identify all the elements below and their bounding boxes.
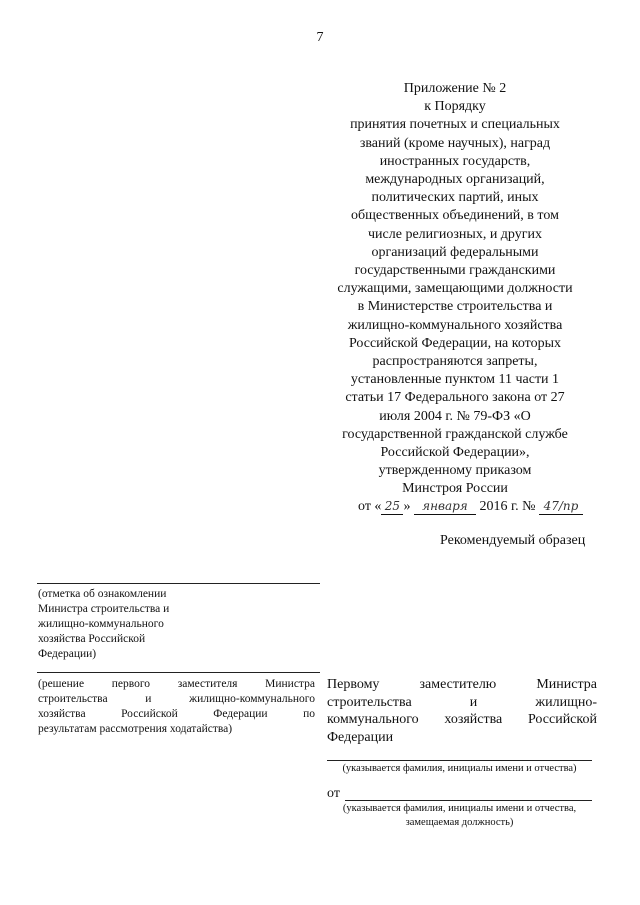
familiarization-note [38,587,169,662]
appendix-line: утвержденному приказом [378,463,532,479]
order-number-handwritten: 47/пр [539,498,583,515]
note-word: по [303,708,315,720]
addressee-word: и [469,694,478,710]
decision-note [38,677,315,737]
appendix-header [320,80,590,499]
addressee-name-line [327,760,592,761]
signature-line [37,583,320,584]
note-line: (отметка об ознакомлении [38,588,167,600]
note-line: хозяйства Российской [38,633,146,645]
order-month-handwritten: января [414,498,476,515]
signature-line [37,672,320,673]
addressee-word: строительства [327,694,412,710]
note-word: строительства [38,693,108,705]
appendix-line: июля 2004 г. № 79-ФЗ «О [379,408,531,424]
appendix-line: установленные пунктом 11 части 1 [350,372,560,388]
caption-line: замещаемая должность) [405,817,514,828]
appendix-line: служащими, замещающими должности [337,281,573,297]
order-mid: » [403,499,411,514]
note-word: и [145,693,152,705]
appendix-line: числе религиозных, и других [368,226,542,242]
appendix-line: Российской Федерации, на которых [348,335,562,351]
note-word: первого [111,678,151,690]
appendix-line: политических партий, иных [371,190,539,206]
note-word: Российской [121,708,178,720]
addressee-word: хозяйства [444,712,503,727]
note-word: (решение [38,678,85,690]
note-line: результатам рассмотрения ходатайства) [38,723,233,735]
appendix-line: Российской Федерации», [380,445,530,461]
appendix-line: Приложение № 2 [403,81,507,96]
addressee-word: Первому [327,677,380,692]
note-line: жилищно-коммунального [38,618,164,630]
addressee-line: Федерации [327,729,394,745]
note-word: Министра [265,678,315,690]
note-word: жилищно-коммунального [189,693,315,705]
appendix-line: статьи 17 Федерального закона от 27 [345,390,565,406]
appendix-line: иностранных государств, [379,153,531,169]
appendix-line: званий (кроме научных), наград [359,135,551,151]
addressee-caption: (указывается фамилия, инициалы имени и отчества) [342,763,577,774]
from-label: от [327,786,340,801]
sender-line [345,800,592,801]
note-line: Федерации) [38,648,97,660]
addressee-word: жилищно- [535,694,597,710]
page-number: 7 [316,30,324,45]
addressee-word: заместителю [419,677,497,692]
appendix-line: к Порядку [424,99,486,115]
addressee-word: Министра [536,677,597,692]
order-prefix: от « [358,499,382,514]
appendix-line: в Министерстве строительства и [357,299,553,315]
recommended-sample-label: Рекомендуемый образец [440,533,586,548]
appendix-line: государственной гражданской службе [342,426,568,442]
order-year-text: 2016 г. № [479,499,536,514]
appendix-line: жилищно-коммунального хозяйства [347,317,563,333]
caption-line: (указывается фамилия, инициалы имени и отчества, [342,803,577,814]
order-day-handwritten: 25 [381,498,403,515]
appendix-line: распространяются запреты, [372,354,538,370]
sender-caption [327,802,592,830]
addressee-word: коммунального [327,712,419,727]
appendix-line: общественных объединений, в том [351,208,559,224]
addressee [327,676,597,746]
note-word: хозяйства [38,708,86,720]
appendix-line: Минстроя России [402,481,508,497]
appendix-line: международных организаций, [365,172,545,188]
note-word: Федерации [213,708,268,720]
appendix-line: принятия почетных и специальных [350,117,560,133]
note-line: Министра строительства и [38,603,170,615]
addressee-word: Российской [527,712,597,727]
appendix-line: организаций федеральными [371,244,539,260]
appendix-line: государственными гражданскими [354,263,556,279]
order-date-number [358,498,603,515]
note-word: заместителя [177,678,238,690]
